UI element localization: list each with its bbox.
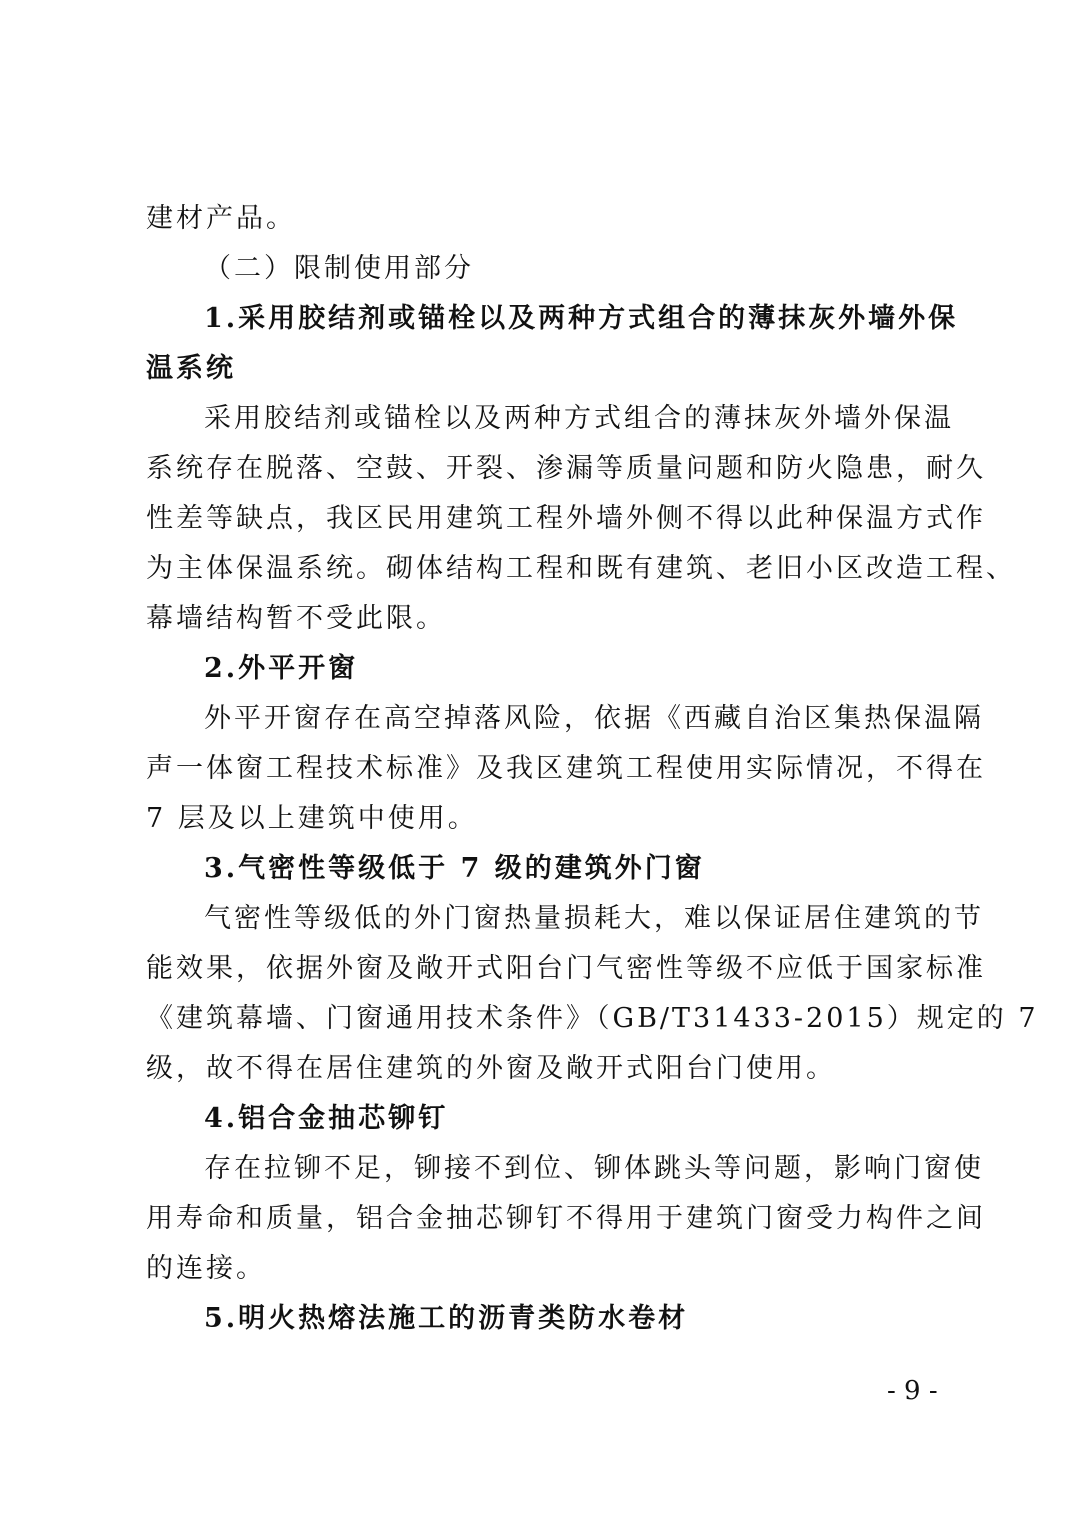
paragraph-line: 用寿命和质量，铝合金抽芯铆钉不得用于建筑门窗受力构件之间 [146,1203,986,1234]
paragraph-line: 声一体窗工程技术标准》及我区建筑工程使用实际情况，不得在 [146,753,986,784]
item-heading-1: 1.采用胶结剂或锚栓以及两种方式组合的薄抹灰外墙外保 [204,303,959,334]
item-heading-4: 4.铝合金抽芯铆钉 [204,1103,449,1134]
paragraph-line: 系统存在脱落、空鼓、开裂、渗漏等质量问题和防火隐患，耐久 [146,453,986,484]
page-number: - 9 - [887,1376,938,1406]
paragraph-line: 外平开窗存在高空掉落风险，依据《西藏自治区集热保温隔 [204,703,984,734]
paragraph-line: 《建筑幕墙、门窗通用技术条件》（GB/T31433-2015）规定的 7 [146,1003,1039,1034]
item-heading-3: 3.气密性等级低于 7 级的建筑外门窗 [204,853,705,884]
paragraph-line: 存在拉铆不足，铆接不到位、铆体跳头等问题，影响门窗使 [204,1153,984,1184]
paragraph-line: 建材产品。 [146,203,296,234]
paragraph-line: 幕墙结构暂不受此限。 [146,603,446,634]
item-heading-5: 5.明火热熔法施工的沥青类防水卷材 [204,1303,689,1334]
paragraph-line: 气密性等级低的外门窗热量损耗大，难以保证居住建筑的节 [204,903,984,934]
paragraph-line: 能效果，依据外窗及敞开式阳台门气密性等级不应低于国家标准 [146,953,986,984]
paragraph-line: 7 层及以上建筑中使用。 [146,803,478,834]
paragraph-line: 级，故不得在居住建筑的外窗及敞开式阳台门使用。 [146,1053,836,1084]
item-heading-2: 2.外平开窗 [204,653,359,684]
paragraph-line: 为主体保温系统。砌体结构工程和既有建筑、老旧小区改造工程、 [146,553,1016,584]
paragraph-line: 采用胶结剂或锚栓以及两种方式组合的薄抹灰外墙外保温 [204,403,954,434]
item-heading-1-cont: 温系统 [146,353,236,384]
paragraph-line: 的连接。 [146,1253,266,1284]
paragraph-line: 性差等缺点，我区民用建筑工程外墙外侧不得以此种保温方式作 [146,503,986,534]
section-heading: （二）限制使用部分 [204,253,474,284]
